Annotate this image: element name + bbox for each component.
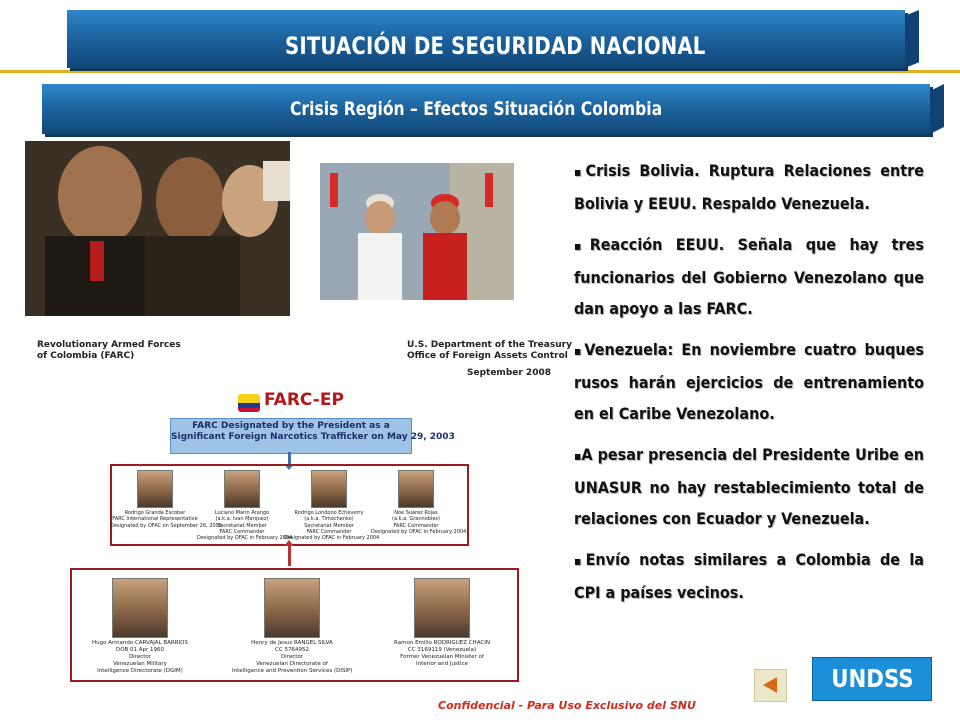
member-caption: Rodrigo Granda Escobar FARC International Representative Designated by OFAC on September 26, 2005 [110, 510, 222, 529]
back-arrow-icon [763, 677, 777, 693]
official-2 [232, 578, 352, 674]
confidential-footer: Confidencial - Para Uso Exclusivo del SNU [438, 699, 696, 712]
bullet-icon: ▪ [574, 344, 585, 358]
member-caption: Luciano Marin Arango (a.k.a. Ivan Marquez) Secretariat Member FARC Commander Designated by OFAC in February 2004 [197, 510, 293, 541]
bullet-item [574, 155, 924, 219]
farc-designation-box: FARC Designated by the President as a Significant Foreign Narcotics Trafficker on May 29, 2003 [170, 418, 412, 454]
official-photo [414, 578, 470, 638]
member-photo [224, 470, 260, 508]
member-caption: Noe Suarez Rojas (a.k.a. Grannobles) FARC Commander Designated by OFAC in February 2004 [371, 510, 467, 535]
bullet-item [574, 439, 924, 534]
member-caption: Rodrigo Londono Echeverry (a.k.a. Timochenko) Secretariat Member FARC Commander Designated by OFAC in February 2004 [284, 510, 380, 541]
official-caption: Ramon Emilio RODRIGUEZ CHACIN CC 3169119 (Venezuela) Former Venezuelan Minister of Interior and Justice [394, 640, 490, 667]
title-banner-edge [905, 10, 919, 68]
bullet-text: Reacción EEUU. Señala que hay tres funcionarios del Gobierno Venezolano que dan apoyo a las FARC. [574, 235, 924, 318]
bullet-icon: ▪ [574, 239, 590, 253]
venezuelan-officials-box [70, 568, 519, 682]
official-3 [382, 578, 502, 668]
member-photo [311, 470, 347, 508]
photo-oil-workers-art [320, 163, 514, 300]
member-photo [137, 470, 173, 508]
photo-oil-workers [320, 163, 514, 300]
bullet-text: Venezuela: En noviembre cuatro buques rusos harán ejercicios de entrenamiento en el Caribe Venezolano. [574, 340, 924, 423]
official-photo [264, 578, 320, 638]
official-photo [112, 578, 168, 638]
bullet-list [574, 155, 924, 618]
bullet-icon: ▪ [574, 554, 586, 568]
bullet-item [574, 229, 924, 324]
farc-chart-right-header: U.S. Department of the Treasury Office of Foreign Assets Control [407, 340, 572, 361]
official-caption: Henry de Jesus RANGEL SILVA CC 5764952 Director Venezuelan Directorate of Intelligence and Prevention Services (DISIP) [232, 640, 353, 674]
bullet-text: A pesar presencia del Presidente Uribe en UNASUR no hay restablecimiento total de relaciones con Ecuador y Venezuela. [574, 445, 924, 528]
farc-org-chart [25, 328, 572, 685]
farc-member-3 [284, 470, 380, 541]
header-divider [0, 70, 960, 73]
official-caption: Hugo Armando CARVAJAL BARRIOS DOB 01 Apr 1960 Director Venezuelan Military Intelligence Directorate (DGIM) [92, 640, 188, 674]
bullet-icon: ▪ [574, 449, 582, 463]
back-button[interactable] [754, 669, 787, 702]
photo-leaders-meeting [25, 141, 290, 316]
title-banner [67, 10, 905, 68]
undss-label: UNDSS [830, 664, 914, 693]
farc-logo-text: FARC-EP [264, 390, 344, 410]
farc-chart-date: September 2008 [467, 368, 551, 378]
official-1 [80, 578, 200, 674]
page-title: SITUACIÓN DE SEGURIDAD NACIONAL [285, 32, 706, 60]
bullet-text: Envío notas similares a Colombia de la CPI a países vecinos. [574, 550, 924, 602]
bullet-item [574, 334, 924, 429]
undss-button[interactable] [812, 657, 932, 701]
page-subtitle: Crisis Región – Efectos Situación Colombia [290, 98, 663, 120]
photo-leaders-meeting-art [25, 141, 290, 316]
farc-logo [238, 388, 344, 416]
subtitle-banner-edge [930, 84, 944, 134]
subtitle-banner [42, 84, 930, 134]
colombia-flag-icon [238, 394, 260, 412]
farc-leaders-box [110, 464, 469, 546]
farc-member-4 [371, 470, 467, 535]
bullet-icon: ▪ [574, 165, 586, 179]
farc-chart-left-header: Revolutionary Armed Forces of Colombia (FARC) [37, 340, 181, 361]
arrow-up-icon [288, 544, 291, 566]
bullet-item [574, 544, 924, 608]
member-photo [398, 470, 434, 508]
farc-member-1 [110, 470, 222, 529]
farc-member-2 [197, 470, 293, 541]
bullet-text: Crisis Bolivia. Ruptura Relaciones entre Bolivia y EEUU. Respaldo Venezuela. [574, 161, 924, 213]
